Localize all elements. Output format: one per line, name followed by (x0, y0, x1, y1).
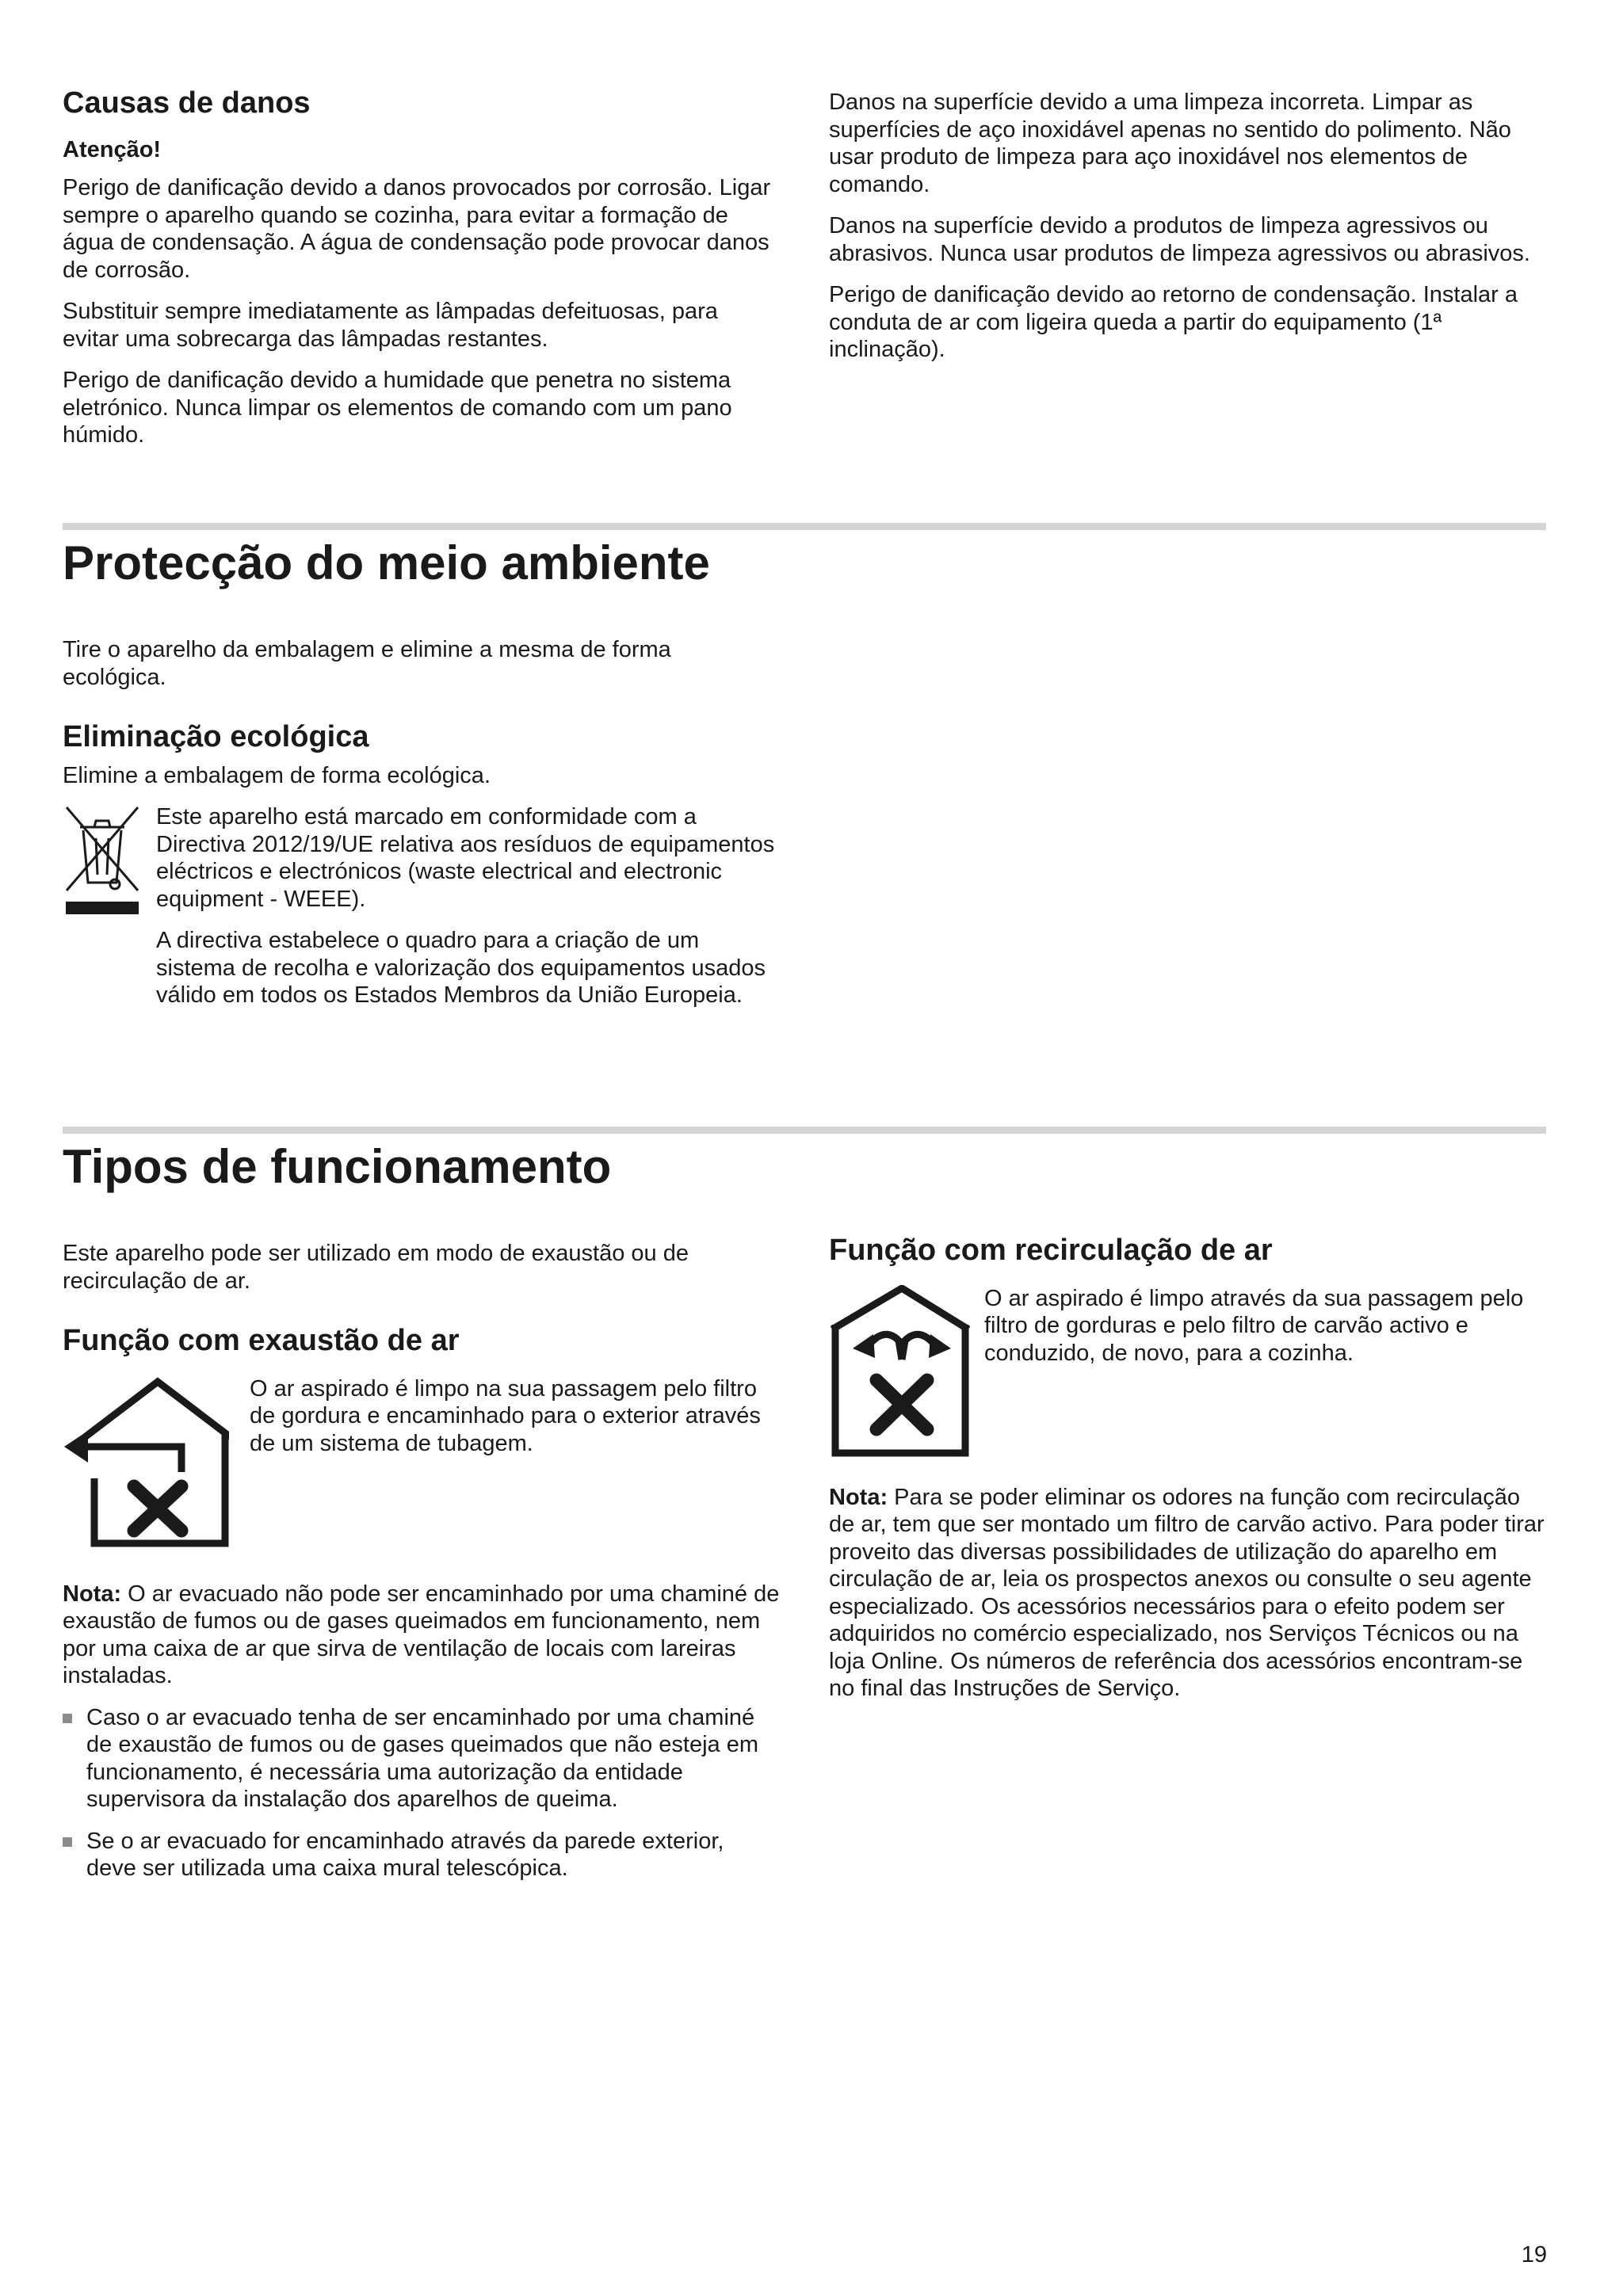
eliminacao-title: Eliminação ecológica (63, 720, 369, 753)
eliminacao-intro: Elimine a embalagem de forma ecológica. (63, 762, 491, 788)
proteccao-intro: Tire o aparelho da embalagem e elimine a mesma de forma ecológica. (63, 637, 671, 690)
exaustao-nota (63, 1581, 780, 1690)
nota-label: Nota: (63, 1581, 122, 1607)
section-divider (63, 1127, 1546, 1134)
page-number: 19 (1521, 2242, 1547, 2267)
proteccao-section (63, 536, 780, 1024)
causas-paragraph: Danos na superfície devido a uma limpeza incorreta. Limpar as superfícies de aço inoxidável apenas no sentido do polimento. Não usar produto de limpeza para aço inoxidável nos elementos de comando. (829, 90, 1511, 197)
causas-right-column (829, 89, 1546, 378)
exhaust-air-icon (63, 1375, 250, 1554)
recirculation-air-icon (829, 1285, 984, 1463)
weee-text-1: Este aparelho está marcado em conformidade com a Directiva 2012/19/UE relativa aos resíduos de equipamentos eléctricos e electrónicos (waste electrical and electronic equipment - WEEE). (156, 804, 775, 912)
exaustao-block (63, 1375, 780, 1554)
bullet-square-icon (63, 1714, 72, 1723)
list-item (63, 1704, 780, 1814)
recirc-nota (829, 1484, 1546, 1703)
proteccao-title: Protecção do meio ambiente (63, 536, 710, 589)
causas-paragraph: Perigo de danificação devido a humidade que penetra no sistema eletrónico. Nunca limpar os elementos de comando com um pano húmido. (63, 368, 732, 448)
list-item (63, 1828, 780, 1882)
tipos-title: Tipos de funcionamento (63, 1140, 612, 1193)
tipos-left-column (63, 1139, 780, 1897)
weee-text-2: A directiva estabelece o quadro para a criação de um sistema de recolha e valorização dos equipamentos usados válido em todos os Estados Membros da União Europeia. (156, 928, 766, 1009)
bullet-square-icon (63, 1837, 72, 1847)
bullet-text: Caso o ar evacuado tenha de ser encaminhado por uma chaminé de exaustão de fumos ou de gases queimados que não esteja em funcionamento, é necessária uma autorização da entidade supervisora da instalação dos aparelhos de queima. (86, 1704, 759, 1813)
exaustao-nota-text: O ar evacuado não pode ser encaminhado por uma chaminé de exaustão de fumos ou de gases queimados em funcionamento, nem por uma caixa de ar que sirva de ventilação de locais com lareiras instaladas. (63, 1581, 780, 1689)
recirc-block (829, 1285, 1546, 1463)
section-divider (63, 523, 1546, 530)
tipos-right-column (829, 1233, 1546, 1717)
causas-paragraph: Perigo de danificação devido a danos provocados por corrosão. Ligar sempre o aparelho quando se cozinha, para evitar a formação de água de condensação. A água de condensação pode provocar danos de corrosão. (63, 175, 771, 283)
bullet-text: Se o ar evacuado for encaminhado através da parede exterior, deve ser utilizada uma caixa mural telescópica. (86, 1828, 724, 1882)
causas-paragraph: Perigo de danificação devido ao retorno de condensação. Instalar a conduta de ar com ligeira queda a partir do equipamento (1ª inclinação). (829, 282, 1518, 362)
causas-left-column (63, 86, 780, 463)
weee-block (63, 803, 780, 1024)
causas-paragraph: Danos na superfície devido a produtos de limpeza agressivos ou abrasivos. Nunca usar produtos de limpeza agressivos ou abrasivos. (829, 213, 1530, 266)
recirc-nota-text: Para se poder eliminar os odores na função com recirculação de ar, tem que ser montado um filtro de carvão activo. Para poder tirar proveito das diversas possibilidades de utilização do aparelho em circulação de ar, leia os prospectos anexos ou consulte o seu agente especializado. Os acessórios necessários para o efeito podem ser adquiridos no comércio especializado, nos Serviços Técnicos ou na loja Online. Os números de referência dos acessórios encontram-se no final das Instruções de Serviço. (829, 1484, 1545, 1702)
weee-bin-icon (63, 803, 156, 1024)
attention-label: Atenção! (63, 136, 162, 162)
tipos-intro: Este aparelho pode ser utilizado em modo de exaustão ou de recirculação de ar. (63, 1241, 689, 1294)
recirc-title: Função com recirculação de ar (829, 1234, 1273, 1267)
recirc-text: O ar aspirado é limpo através da sua passagem pelo filtro de gorduras e pelo filtro de carvão activo e conduzido, de novo, para a cozinha. (984, 1285, 1524, 1366)
exaustao-title: Função com exaustão de ar (63, 1324, 460, 1357)
nota-label: Nota: (829, 1484, 888, 1510)
exaustao-text: O ar aspirado é limpo na sua passagem pelo filtro de gordura e encaminhado para o exterior através de um sistema de tubagem. (250, 1375, 761, 1456)
causas-title: Causas de danos (63, 86, 311, 120)
causas-paragraph: Substituir sempre imediatamente as lâmpadas defeituosas, para evitar uma sobrecarga das lâmpadas restantes. (63, 299, 718, 352)
